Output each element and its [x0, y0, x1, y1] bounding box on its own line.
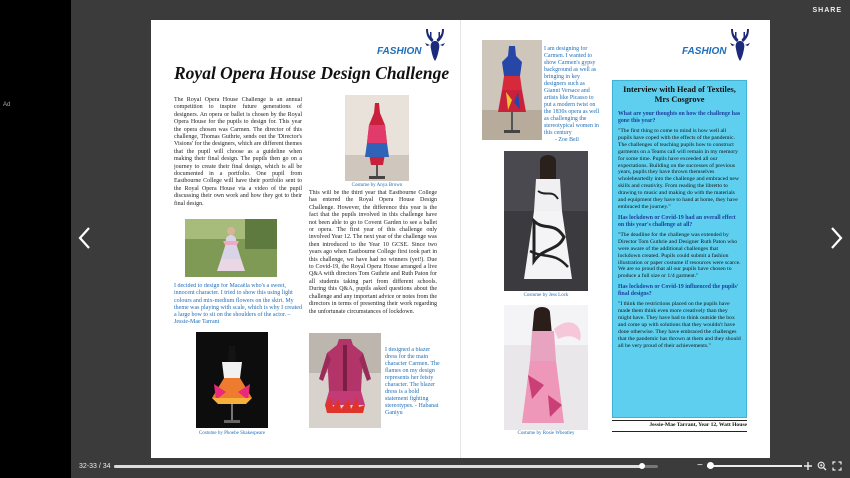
- interview-answer-3: "I think the restrictions placed on the pupils have made them think even more creatively than they might have. They have had to think outside the box and come up with solutions that they wouldn't have done otherwise. They have embraced the challenges that the pandemic has thrown at them and they should all be very proud of their achievements.": [618, 301, 741, 349]
- ad-label: Ad: [3, 102, 11, 108]
- photo-blazer-dress: [309, 333, 381, 428]
- caption-anya: Costume by Anya Brown: [351, 183, 403, 188]
- page-progress-fill: [114, 465, 642, 468]
- page-divider: [460, 20, 461, 458]
- middle-paragraph: This will be the third year that Eastbourne College has entered the Royal Opera House Design Challenge. However, the difference this year is the fact that the pupils involved in this challenge have not been able to go to Covent Garden to see a ballet or opera. The first year of this challenge only involved Year 12. The next year of the challenge was then introduced to the Year 10 GCSE. Since two years ago when Eastbourne College first took part in this challenge, we have had no winners (yet!). Due to Covid-19, the Royal Opera House arranged a live Q&A with directors Tom Guthrie and Ruth Paton for all students taking part from different schools. During this Q&A, pupils asked questions about the challenge and any important advice or notes from the directors in terms of presenting their work regarding the unfortunate circumstances of lockdown.: [309, 190, 437, 315]
- fullscreen-button[interactable]: [832, 461, 842, 471]
- section-tag-left: FASHION: [377, 46, 422, 57]
- interview-question-1: What are your thoughts on how the challenge has gone this year?: [618, 111, 741, 124]
- article-title: Royal Opera House Design Challenge: [174, 63, 450, 83]
- stag-logo-icon: [724, 27, 756, 63]
- interview-box: [612, 80, 747, 418]
- photo-rosie-costume: [504, 305, 588, 430]
- quote-blazer: I designed a blazer dress for the main character Carmen. The flames on my design represents her feisty character. The blazer dress is a bold statement fighting stereotypes. - Habanat Ganiyu: [385, 347, 440, 416]
- interview-title-line2: Mrs Cosgrove: [654, 95, 705, 104]
- next-page-button[interactable]: [828, 226, 844, 250]
- photo-zoe-costume: [482, 40, 542, 140]
- byline: Jessie-Mae Tarrant, Year 12, Watt House: [649, 422, 747, 428]
- zoom-in-icon: [817, 461, 827, 471]
- caption-phoebe: Costume by Phoebe Shakespeare: [198, 431, 266, 436]
- photo-macaela-costume: [185, 219, 277, 277]
- plus-icon: [803, 461, 813, 471]
- intro-paragraph: The Royal Opera House Challenge is an annual competition to inspire future generations of designers. An opera or ballet is chosen by the Royal Opera House for the pupils to design for. This year the opera chosen was Carmen. The director of this challenge, Thomas Guthrie, sends out the 'Director's Visions' for the designers, which are different themes that the pupil will choose as a guideline when making their final design. The pupils then go on a journey to create their final design, which is all be documented in a portfolio. One pupil from Eastbourne College will have their portfolio sent to the Royal Opera House via a video of the pupil discussing their own work and how they got to their final design.: [174, 97, 302, 207]
- interview-answer-1: "The first thing to come to mind is how well all pupils have coped with the effects of the pandemic. The challenges of teaching pupils how to construct garments on a Teams call will remain in my memory for some time. Pupils have exceeded all our expectations. Building on the successes of previous years, pupils they have thrown themselves wholeheartedly into the challenge and embraced new skills and creativity. From reading the libretto to drawing to music and making do with the materials and equipment they have to hand at home, they have embraced the journey.": [618, 128, 739, 210]
- quote-macaela: I decided to design for Macaëla who's a sweet, innocent character. I tried to show this using light colours and mix-medium flowers on the skirt. My theme was playing with scale, which is why I created a large bow to sit on the shoulders of the actor. – Jessie-Mae Tarrant: [174, 283, 302, 326]
- zoom-out-button[interactable]: −: [697, 460, 703, 471]
- quote-zoe-author: - Zoe Bell: [555, 137, 579, 143]
- photo-jess-costume: [504, 151, 588, 291]
- section-tag-right: FASHION: [682, 46, 727, 57]
- magazine-spread: [151, 20, 770, 458]
- caption-rosie: Costume by Rosie Wheatley: [517, 431, 575, 436]
- stag-logo-icon: [419, 27, 451, 63]
- share-button[interactable]: SHARE: [812, 7, 842, 14]
- byline-rule-bottom: [612, 431, 747, 432]
- caption-jess: Costume by Jess Lock: [523, 293, 569, 298]
- fullscreen-icon: [832, 461, 842, 471]
- chevron-right-icon: [828, 226, 844, 250]
- magnifier-button[interactable]: [817, 461, 827, 471]
- byline-rule-top: [612, 420, 747, 421]
- zoom-slider-handle[interactable]: [707, 462, 714, 469]
- photo-anya-costume: [345, 95, 409, 181]
- interview-answer-2: "The deadline for the challenge was extended by Director Tom Guthrie and Designer Ruth Paton who were aware of the additional challenges that lockdown created. Pupils could submit a fashion illustration or paper costume if resources were scarce. We are so proud that all our pupils have chosen to produce a full size or 1/4 garment.": [618, 231, 741, 280]
- quote-zoe: I am designing for Carmen. I wanted to show Carmen's gypsy background as well as bringing in key designers such as Gianni Versace and artists like Picasso to put a modern twist on the 1830s opera as well as challenging the stereotypical women in this century: [544, 46, 600, 136]
- interview-title: [618, 85, 741, 105]
- left-ad-strip: [0, 0, 71, 478]
- interview-question-2: Has lockdown or Covid-19 had an overall effect on this year's challenge at all?: [618, 214, 736, 228]
- page-progress-handle[interactable]: [639, 463, 645, 469]
- previous-page-button[interactable]: [77, 226, 93, 250]
- interview-question-3: Has lockdown or Covid-19 influenced the pupils' final designs?: [618, 284, 739, 298]
- page-progress-track[interactable]: [114, 465, 658, 468]
- zoom-in-button[interactable]: [803, 461, 813, 471]
- zoom-slider-track[interactable]: [707, 465, 802, 467]
- photo-phoebe-costume: [196, 332, 268, 428]
- page-counter: 32-33 / 34: [79, 463, 111, 470]
- chevron-left-icon: [77, 226, 93, 250]
- viewer-toolbar: [71, 460, 850, 478]
- interview-title-line1: Interview with Head of Textiles,: [623, 85, 736, 94]
